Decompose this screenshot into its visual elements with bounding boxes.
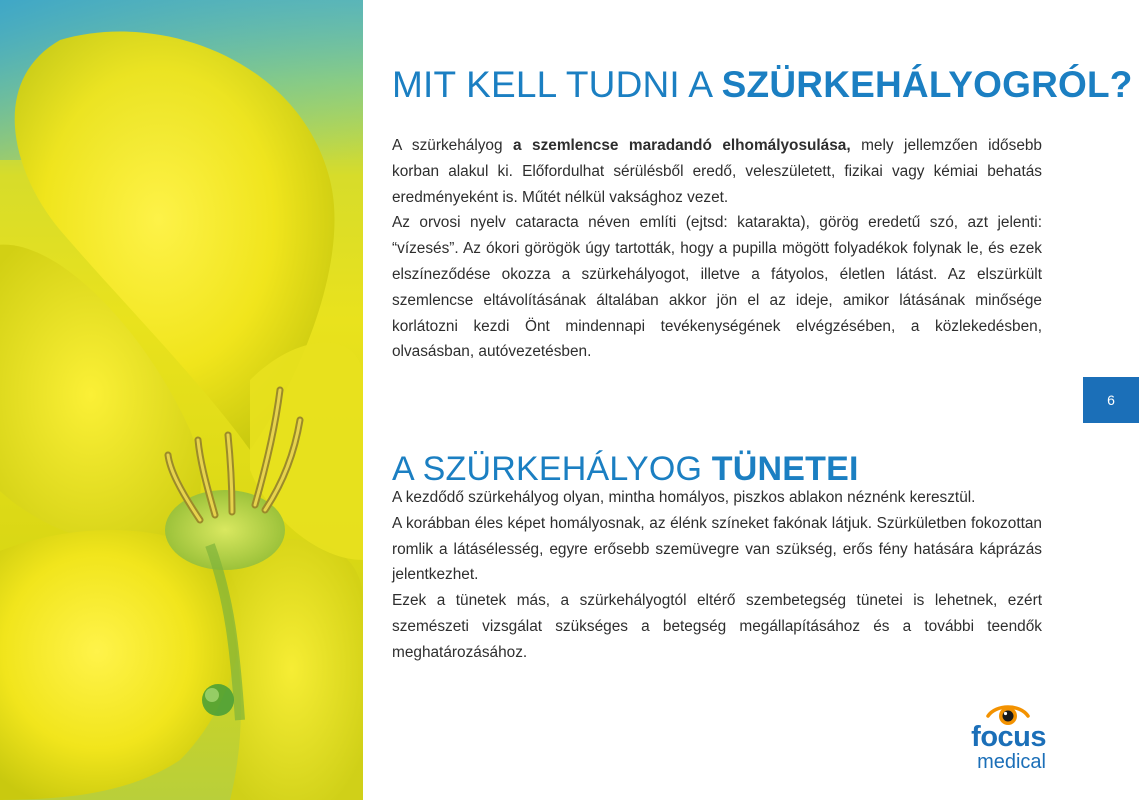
title-bold-part: SZÜRKEHÁLYOGRÓL?: [721, 64, 1133, 105]
page-number: 6: [1107, 392, 1115, 408]
paragraph: Ezek a tünetek más, a szürkehályogtól eltérő szembetegség tünetei is lehetnek, ezért szemészeti vizsgálat szükséges a betegség megállapításához és a további teendők meghatározásához.: [392, 592, 1042, 661]
logo-word-focus: focus: [971, 721, 1046, 753]
section-title-symptoms: [392, 450, 859, 489]
logo-word-medical: medical: [977, 751, 1046, 773]
paragraph: A kezdődő szürkehályog olyan, mintha homályos, piszkos ablakon néznénk keresztül.: [392, 489, 976, 506]
cataract-description: [392, 133, 1042, 365]
paragraph: [392, 133, 1042, 210]
focus-medical-logo: [954, 700, 1046, 776]
title-bold-part: TÜNETEI: [711, 450, 859, 488]
paragraph: A korábban éles képet homályosnak, az élénk színeket fakónak látjuk. Szürkületben fokozottan romlik a látásélesség, egyre erősebb szemüvegre van szükség, erős fény hatására káprázás jelentkezhet.: [392, 514, 1042, 584]
paragraph: Az orvosi nyelv cataracta néven említi (ejtsd: katarakta), görög eredetű szó, azt jelenti: “vízesés”. Az ókori görögök úgy tartották, hogy a pupilla mögött folyadékok folynak le, és ezek elszíneződése okozza a szürkehályogot, illetve a fátyolos, életlen látást. Az elszürkült szemlencse eltávolításának általában akkor jön el az ideje, amikor látásának minősége korlátozni kezdi Önt mindennapi tevékenységének elvégzésében, a közlekedésben, olvasásban, autóvezetésben.: [392, 214, 1042, 361]
text-run: mely jellemzően idősebb korban alakul ki. Előfordulhat sérülésből eredő, veleszületett, fizikai vagy kémiai behatás eredményeként is. Műtét nélkül vaksághoz vezet.: [392, 137, 1042, 206]
flower-illustration: [0, 0, 363, 800]
title-light-part: MIT KELL TUDNI A: [392, 64, 722, 105]
title-light-part: A SZÜRKEHÁLYOG: [392, 450, 712, 488]
bold-text-run: a szemlencse maradandó elhomályosulása,: [513, 137, 851, 154]
page-number-tab: [1083, 377, 1139, 423]
yellow-flower-photo: [0, 0, 363, 800]
section-title-cataract: [392, 64, 1133, 106]
text-run: A szürkehályog: [392, 137, 514, 154]
symptoms-description: [392, 485, 1042, 666]
